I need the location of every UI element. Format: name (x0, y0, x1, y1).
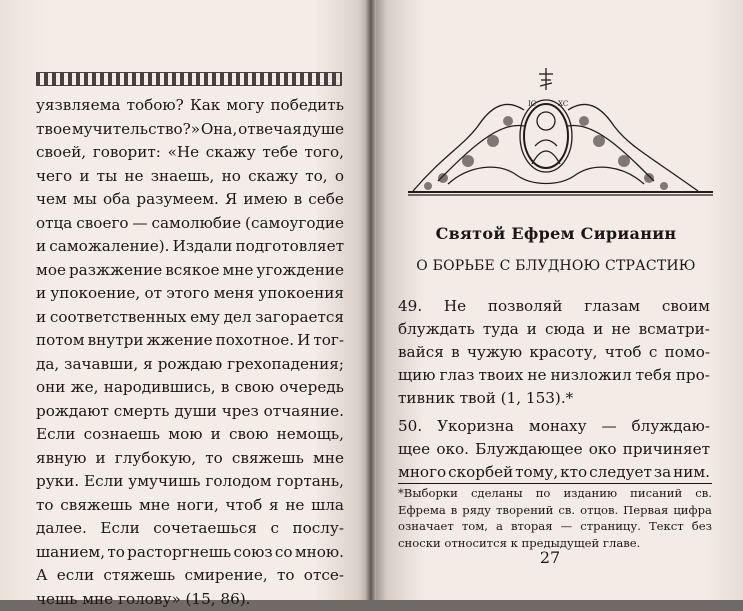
text-line: чешь мне голову» (15, 86). (36, 588, 344, 611)
text-line: явную и глубокую, то свяжешь мне (36, 447, 344, 471)
text-line: и соответственных ему дел загорается (36, 306, 344, 330)
text-line: рождают смерть души чрез отчаяние. (36, 400, 344, 424)
paragraph-50 (398, 415, 710, 484)
text-line: блуждать туда и сюда и не всматри- (398, 318, 710, 341)
paragraph-49 (398, 295, 710, 410)
svg-text:XC: XC (558, 100, 568, 108)
text-line: потом внутри жжение похотное. И тог- (36, 329, 344, 353)
text-line: вайся в чужую красоту, чтоб с помо- (398, 341, 710, 364)
text-line: отца своего — самолюбие (самоугодие (36, 212, 344, 236)
section-subtitle: О БОРЬБЕ С БЛУДНОЮ СТРАСТИЮ (392, 258, 720, 274)
text-line: 49. Не позволяй глазам своим (398, 295, 710, 318)
text-line: Если сознаешь мою и свою немощь, (36, 423, 344, 447)
footnote-line: *Выборки сделаны по изданию писаний св. (398, 485, 712, 502)
decorative-border-ornament (36, 72, 342, 86)
text-line: да, зачавши, я рождаю грехопадения; (36, 353, 344, 377)
text-line: шанием, то расторгнешь союз со мною. (36, 541, 344, 565)
footnote (398, 485, 712, 551)
text-line: и саможаление). Издали подготовляет (36, 235, 344, 259)
footnote-line: сноски относится к предыдущей главе. (398, 535, 712, 552)
text-line: щее око. Блуждающее око причиняет (398, 438, 710, 461)
text-line: чем мы оба разумеем. Я имею в себе (36, 188, 344, 212)
footnote-line: означает том, а вторая — страницу. Текст без (398, 518, 712, 535)
text-line: твое мучительство?» Она, отвечая душе (36, 118, 344, 142)
footnote-line: Ефрема в ряду творений св. отцов. Первая цифра (398, 502, 712, 519)
text-line: то свяжешь мне ноги, чтоб я не шла (36, 494, 344, 518)
text-line: мое разжжение всякое мне угождение (36, 259, 344, 283)
text-line: много скорбей тому, кто следует за ним. (398, 461, 710, 484)
text-line: уязвляема тобою? Как могу победить (36, 94, 344, 118)
text-line: А если стяжешь смирение, то отсе- (36, 564, 344, 588)
chapter-title: Святой Ефрем Сирианин (392, 224, 720, 243)
text-line: щию глаз твоих не низложил тебя про- (398, 364, 710, 387)
page-number: 27 (520, 548, 580, 567)
text-line: руки. Если умучишь голодом гортань, (36, 470, 344, 494)
svg-text:IC: IC (528, 100, 536, 108)
text-line: 50. Укоризна монаху — блуждаю- (398, 415, 710, 438)
left-page-text (36, 94, 344, 611)
book-gutter (366, 0, 376, 600)
text-line: они же, народившись, в свою очередь (36, 376, 344, 400)
text-line: и упокоение, от этого меня упокоения (36, 282, 344, 306)
text-line: чего и ты не знаешь, но скажу то, о (36, 165, 344, 189)
icon-headpiece-ornament (408, 66, 718, 196)
text-line: своей, говорит: «Не скажу тебе того, (36, 141, 344, 165)
footnote-separator (398, 483, 712, 484)
text-line: далее. Если сочетаешься с послу- (36, 517, 344, 541)
text-line: тивник твой (1, 153).* (398, 387, 710, 410)
